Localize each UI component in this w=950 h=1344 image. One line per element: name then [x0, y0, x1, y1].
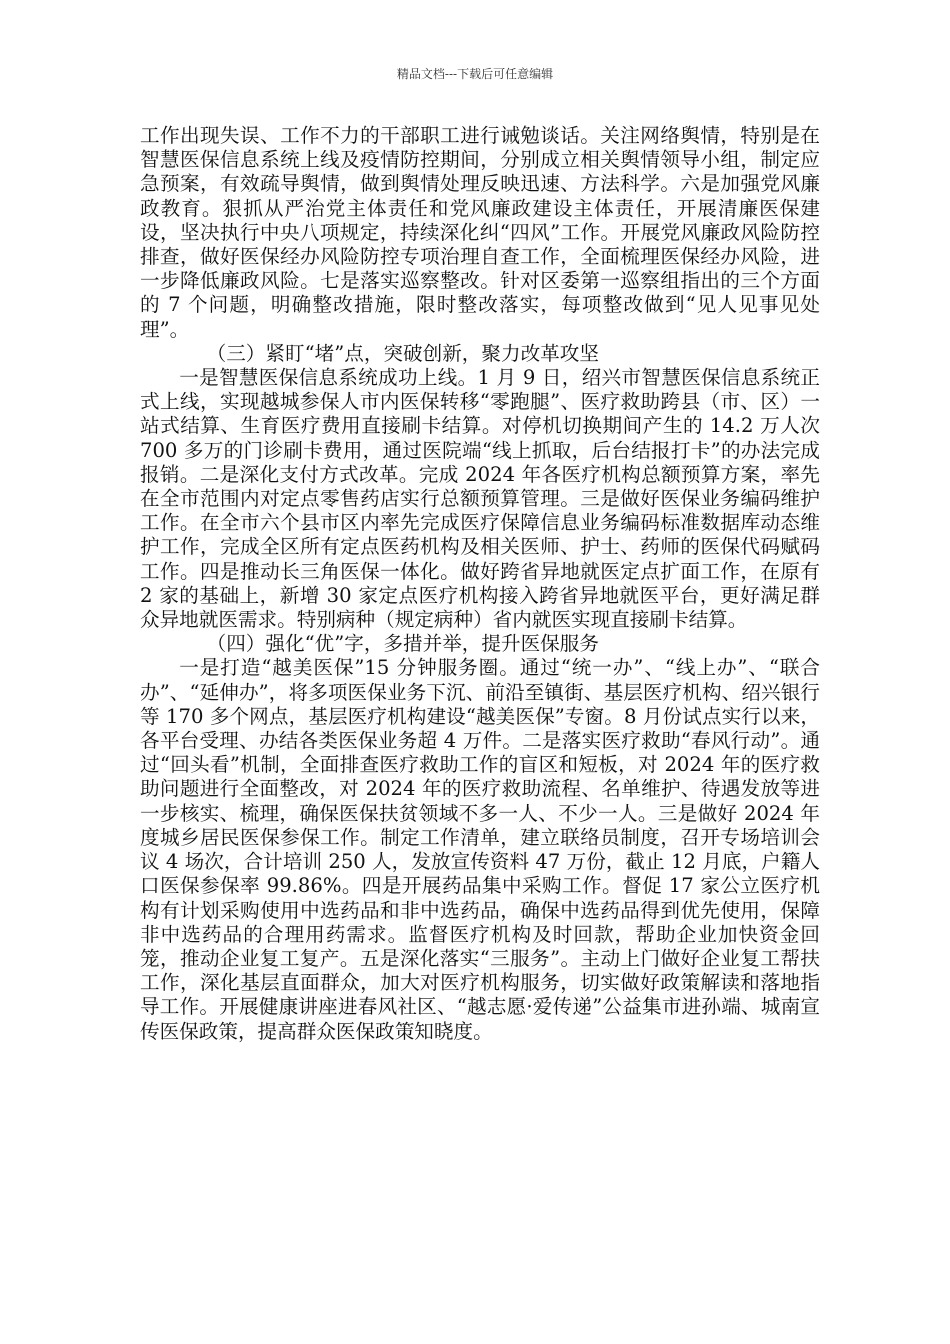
paragraph-continued: 工作出现失误、工作不力的干部职工进行诫勉谈话。关注网络舆情，特别是在智慧医保信息系统上线及疫情防控期间，分别成立相关舆情领导小组，制定应急预案，有效疏导舆情，做到舆情处理反映迅速、方法科学。六是加强党风廉政教育。狠抓从严治党主体责任和党风廉政建设主体责任，开展清廉医保建设，坚决执行中央八项规定，持续深化纠“四风”工作。开展党风廉政风险防控排查，做好医保经办风险防控专项治理自查工作，全面梳理医保经办风险，进一步降低廉政风险。七是落实巡察整改。针对区委第一巡察组指出的三个方面的 7 个问题，明确整改措施，限时整改落实，每项整改做到“见人见事见处理”。 — [140, 124, 820, 341]
paragraph-section-3: 一是智慧医保信息系统成功上线。1 月 9 日，绍兴市智慧医保信息系统正式上线，实现越城参保人市内医保转移“零跑腿”、医疗救助跨县（市、区）一站式结算、生育医疗费用直接刷卡结算。对停机切换期间产生的 14.2 万人次 700 多万的门诊刷卡费用，通过医院端“线上抓取，后台结报打卡”的办法完成报销。二是深化支付方式改革。完成 2024 年各医疗机构总额预算方案，率先在全市范围内对定点零售药店实行总额预算管理。三是做好医保业务编码维护工作。在全市六个县市区内率先完成医疗保障信息业务编码标准数据库动态维护工作，完成全区所有定点医药机构及相关医师、护士、药师的医保代码赋码工作。四是推动长三角医保一体化。做好跨省异地就医定点扩面工作，在原有 2 家的基础上，新增 30 家定点医疗机构接入跨省异地就医平台，更好满足群众异地就医需求。特别病种（规定病种）省内就医实现直接刷卡结算。 — [140, 366, 820, 632]
document-body — [140, 124, 820, 1044]
section-heading-3: （三）紧盯“堵”点，突破创新，聚力改革攻坚 — [206, 341, 599, 365]
section-heading-4: （四）强化“优”字，多措并举，提升医保服务 — [206, 632, 599, 656]
paragraph-section-4: 一是打造“越美医保”15 分钟服务圈。通过“统一办”、“线上办”、“联合办”、“延伸办”，将多项医保业务下沉、前沿至镇街、基层医疗机构、绍兴银行等 170 多个网点，基层医疗机构建设“越美医保”专窗。8 月份试点实行以来，各平台受理、办结各类医保业务超 4 万件。二是落实医疗救助“春风行动”。通过“回头看”机制，全面排查医疗救助工作的盲区和短板，对 2024 年的医疗救助问题进行全面整改，对 2024 年的医疗救助流程、名单维护、待遇发放等进一步核实、梳理，确保医保扶贫领域不多一人、不少一人。三是做好 2024 年度城乡居民医保参保工作。制定工作清单，建立联络员制度，召开专场培训会议 4 场次，合计培训 250 人，发放宣传资料 47 万份，截止 12 月底，户籍人口医保参保率 99.86%。四是开展药品集中采购工作。督促 17 家公立医疗机构有计划采购使用中选药品和非中选药品，确保中选药品得到优先使用，保障非中选药品的合理用药需求。监督医疗机构及时回款，帮助企业加快资金回笼，推动企业复工复产。五是深化落实“三服务”。主动上门做好企业复工帮扶工作，深化基层直面群众，加大对医疗机构服务，切实做好政策解读和落地指导工作。开展健康讲座进春风社区、“越志愿·爱传递”公益集市进孙端、城南宣传医保政策，提高群众医保政策知晓度。 — [140, 656, 820, 1043]
page-header-watermark: 精品文档---下载后可任意编辑 — [396, 67, 554, 81]
